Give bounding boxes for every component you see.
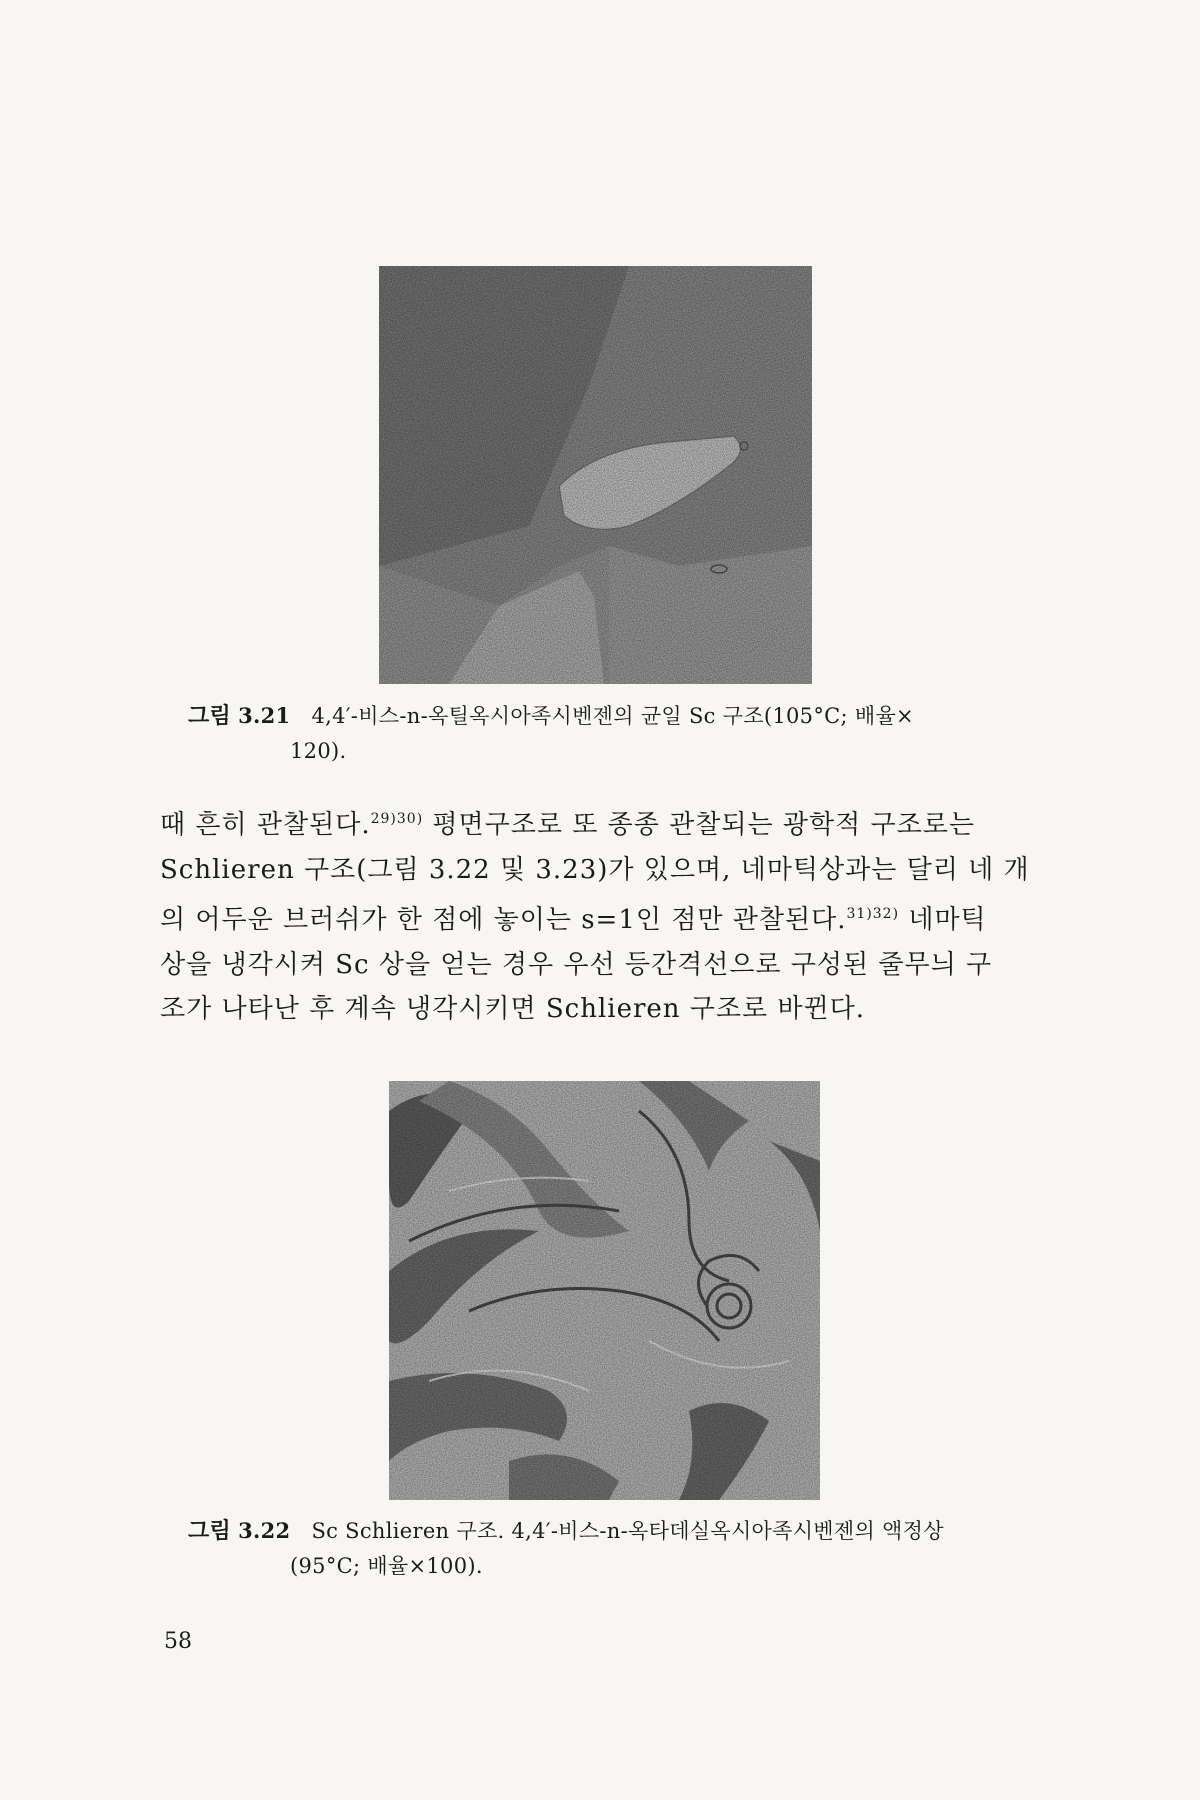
reference-marker: 29)30) xyxy=(370,811,424,827)
caption-number: 3.21 xyxy=(238,703,291,728)
body-line: 조가 나타난 후 계속 냉각시키면 Schlieren 구조로 바뀐다. xyxy=(160,994,866,1024)
caption-text-continued: 120). xyxy=(290,739,347,763)
body-line: 상을 냉각시켜 Sc 상을 얻는 경우 우선 등간격선으로 구성된 줄무늬 구 xyxy=(160,949,993,980)
body-line: Schlieren 구조(그림 3.22 및 3.23)가 있으며, 네마틱상과는 달리 네 개 xyxy=(160,854,1030,885)
caption-text: 4,4′-비스-n-옥틸옥시아족시벤젠의 균일 Sc 구조(105°C; 배율× xyxy=(311,704,914,728)
figure-caption-3-22 xyxy=(188,1514,1048,1583)
reference-marker: 31)32) xyxy=(846,906,900,922)
body-paragraph xyxy=(160,797,1050,1032)
figure-caption-3-21 xyxy=(188,699,1048,768)
micrograph-figure-3-21 xyxy=(379,266,812,684)
caption-text-continued: (95°C; 배율×100). xyxy=(290,1554,483,1578)
body-text: 평면구조로 또 종종 관찰되는 광학적 구조로는 xyxy=(423,810,975,840)
caption-label: 그림 xyxy=(188,1519,232,1544)
page-number: 58 xyxy=(164,1629,192,1654)
body-line xyxy=(160,797,1050,848)
micrograph-figure-3-22 xyxy=(389,1081,820,1500)
caption-text: Sc Schlieren 구조. 4,4′-비스-n-옥타데실옥시아족시벤젠의 액정상 xyxy=(311,1519,944,1543)
caption-number: 3.22 xyxy=(238,1518,291,1543)
caption-label: 그림 xyxy=(188,704,232,729)
body-text: 때 흔히 관찰된다. xyxy=(160,810,371,840)
body-text: 네마틱 xyxy=(899,905,987,935)
body-line xyxy=(160,892,1050,943)
body-text: 의 어두운 브러쉬가 한 점에 놓이는 s=1인 점만 관찰된다. xyxy=(160,905,847,935)
